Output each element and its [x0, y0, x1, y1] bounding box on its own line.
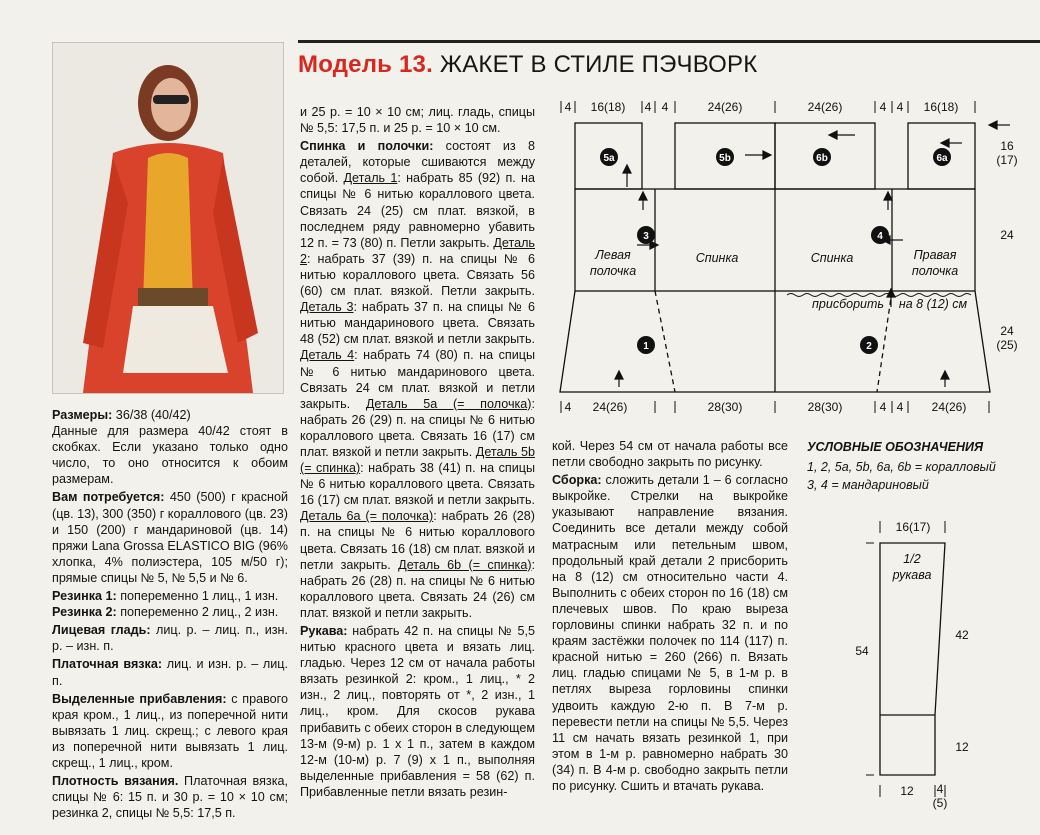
rib2-label: Резинка 2:: [52, 605, 117, 620]
detail-6a-text: : набрать 26 (28) п. на спицы № 6 нитью кораллового цвета. Связать 16 (18) см плат. вязкой и петли закрыть.: [300, 509, 535, 572]
dim-top-4a: 4: [564, 100, 572, 114]
text-column-1: [52, 407, 288, 823]
rib1-paragraph: [52, 588, 288, 620]
sleeve-dim-bottom-5: (5): [932, 796, 948, 810]
label-left-front-2: полочка: [589, 264, 637, 278]
label-gather-amount: на 8 (12) см: [898, 297, 968, 311]
dim-bot-28b: 28(30): [807, 400, 843, 414]
sleeves-label: Рукава:: [300, 624, 348, 638]
dim-top-16a: 16(18): [590, 100, 626, 114]
badge-2: 2: [866, 341, 872, 352]
detail-5a-label: Деталь 5a (= полочка): [365, 396, 532, 411]
detail-5b-text: : набрать 38 (41) п. на спицы № 6 нитью кораллового цвета. Связать 16 (17) см плат. вязкой и петли закрыть.: [300, 461, 536, 508]
detail-6a-label: Деталь 6a (= полочка): [300, 509, 434, 524]
detail-4-label: Деталь 4: [300, 348, 355, 363]
label-back-2: Спинка: [810, 251, 854, 265]
sleeve-label-1: 1/2: [903, 552, 921, 566]
badge-6a: 6a: [936, 153, 948, 164]
garter-paragraph: [52, 656, 288, 688]
detail-2-text: : набрать 37 (39) п. на спицы № 6 нитью кораллового цвета. Связать 56 (60) см плат. вязкой. Петли закрыть.: [300, 251, 535, 299]
dim-side-16: 16: [1000, 139, 1014, 153]
page-title: [298, 51, 757, 79]
dim-top-4d: 4: [879, 100, 887, 114]
detail-4-text: : набрать 74 (80) п. на спицы № 6 нитью мандаринового цвета. Связать 24 см плат. вязкой и петли закрыть.: [300, 348, 535, 411]
detail-5b-label: Деталь 5b (= спинка): [300, 444, 535, 476]
dim-side-24a: 24: [1000, 228, 1014, 242]
label-gather: присборить: [812, 297, 884, 311]
sizes-note: Данные для размера 40/42 стоят в скобках. Если указано только одно число, то оно относится к обоим размерам.: [52, 424, 288, 487]
detail-6b-text: : набрать 26 (28) п. на спицы № 6 нитью кораллового цвета. Связать 24 (26) см плат. вязкой и петли закрыть.: [300, 557, 536, 620]
materials-text: 450 (500) г красной (цв. 13), 300 (350) г кораллового (цв. 23) и 150 (200) г мандариновой (цв. 14) пряжи Lana Grossa ELASTICO BIG (96% хлопка, 4% полиэстера, 105 м/50 г); прямые спицы № 5, № 5,5 и № 6.: [52, 490, 289, 585]
sleeves-paragraph: [300, 623, 535, 800]
title-bar: [298, 40, 1040, 87]
sleeves-continued: кой. Через 54 см от начала работы все петли свободно закрыть по рисунку.: [552, 439, 788, 470]
legend-panel: [795, 440, 1025, 496]
detail-1-text: : набрать 85 (92) п. на спицы № 6 нитью кораллового цвета. Связать 24 (25) см плат. вязкой, в последнем ряду равномерно убавить 12 п. = 73 (80) п. Петли закрыть.: [300, 171, 535, 250]
sizes-paragraph: [52, 407, 288, 487]
detail-3-text: : набрать 37 п. на спицы № 6 нитью мандаринового цвета. Связать 48 (52) см плат. вязкой и петли закрыть.: [300, 300, 535, 347]
detail-2-label: Деталь 2: [300, 235, 535, 266]
materials-paragraph: [52, 489, 288, 586]
label-left-front-1: Левая: [595, 248, 631, 262]
dim-top-4b: 4: [644, 100, 652, 114]
increases-text: с правого края кром., 1 лиц., из поперечной нити вывязать 1 лиц. скрещ.; с левого края из поперечной нити вывязать 1 лиц. скрещ., 1 лиц., кром.: [52, 691, 288, 770]
dim-bot-24b: 24(26): [931, 400, 967, 414]
assembly-text: сложить детали 1 – 6 согласно выкройке. Стрелки на выкройке указывают направление вязания. Соединить все детали между собой матрасным или петельным швом, продольный край детали 2 присборить на 8 (12) см относительно части 4. Выполнить с обеих сторон по 16 (18) см плечевых швов. По краю выреза горловины спинки набрать 32 п. и по краям застёжки полочек по 114 (117) п. красной нитью = 260 (266) п. Вязать лиц. гладью спицами № 5, в 1-м р. в петлях выреза горловины спинки удвоить каждую 2-ю п. В 7-м р. перевести петли на спицы № 5,5. Через 11 см начать вязать резинкой 1, при этом в 1-м р. равномерно набрать 30 (34) п. В 4-м р. свободно закрыть петли по рисунку. Сшить и втачать рукава.: [552, 473, 788, 793]
dim-side-17: (17): [996, 153, 1018, 167]
badge-1: 1: [643, 341, 649, 352]
detail-5a-text: : набрать 26 (29) п. на спицы № 6 нитью кораллового цвета. Связать 16 (17) см плат. вязкой и петли закрыть.: [300, 396, 535, 459]
sleeve-dim-54: 54: [855, 644, 869, 658]
dim-top-24a: 24(26): [707, 100, 743, 114]
detail-1-label: Деталь 1: [343, 171, 398, 186]
badge-4: 4: [877, 231, 883, 242]
sleeve-dim-bottom-4: 4: [936, 782, 944, 796]
garter-text: лиц. и изн. р. – лиц. п.: [52, 657, 288, 688]
badge-5a: 5a: [603, 153, 615, 164]
sizes-value: 36/38 (40/42): [112, 408, 191, 422]
rib1-label: Резинка 1:: [52, 589, 117, 604]
dim-side-25: (25): [996, 338, 1018, 352]
text-column-2: [300, 104, 535, 802]
model-photo: [52, 42, 284, 394]
sleeve-label-2: рукава: [892, 568, 932, 582]
detail-3-label: Деталь 3: [300, 300, 354, 315]
sleeve-schema: [840, 515, 1000, 815]
legend-title: УСЛОВНЫЕ ОБОЗНАЧЕНИЯ: [807, 440, 984, 454]
sleeve-dim-42: 42: [955, 628, 969, 642]
dim-bot-4c: 4: [896, 400, 904, 414]
sizes-label: Размеры:: [52, 408, 113, 422]
dim-top-24b: 24(26): [807, 100, 843, 114]
pieces-text: состоят из 8 деталей, которые сшиваются между собой.: [300, 139, 535, 186]
legend-tangerine: 3, 4 = мандариновый: [807, 478, 929, 492]
gauge-continued: и 25 р. = 10 × 10 см; лиц. гладь, спицы № 5,5: 17,5 п. и 25 р. = 10 × 10 см.: [300, 105, 535, 136]
rib2-text: попеременно 2 лиц., 2 изн.: [116, 605, 279, 620]
label-right-front-1: Правая: [913, 248, 957, 262]
garter-label: Платочная вязка:: [52, 657, 163, 672]
detail-6b-label: Деталь 6b (= спинка): [398, 557, 532, 572]
label-back-1: Спинка: [695, 251, 739, 265]
pieces-label: Спинка и полочки:: [300, 139, 434, 154]
model-number: Модель 13.: [298, 51, 433, 78]
badge-6b: 6b: [816, 153, 828, 164]
assembly-label: Сборка:: [552, 473, 602, 488]
dim-top-4e: 4: [896, 100, 904, 114]
badge-3: 3: [643, 231, 649, 242]
model-name: ЖАКЕТ В СТИЛЕ ПЭЧВОРК: [439, 51, 758, 78]
increases-paragraph: [52, 691, 288, 771]
legend-coral: 1, 2, 5a, 5b, 6a, 6b = коралловый: [807, 460, 996, 474]
dim-bot-24a: 24(26): [592, 400, 628, 414]
dim-side-24b: 24: [1000, 324, 1014, 338]
assembly-paragraph: [552, 472, 788, 794]
label-right-front-2: полочка: [911, 264, 959, 278]
badge-5b: 5b: [719, 153, 731, 164]
stockinette-label: Лицевая гладь:: [52, 623, 151, 638]
gauge-paragraph: [52, 773, 288, 821]
pieces-paragraph: [300, 138, 535, 621]
dim-bot-4a: 4: [564, 400, 572, 414]
gauge-label: Плотность вязания.: [52, 774, 179, 789]
sleeve-dim-bottom-12: 12: [900, 784, 914, 798]
dim-top-16b: 16(18): [923, 100, 959, 114]
materials-label: Вам потребуется:: [52, 490, 165, 505]
gauge-text: Платочная вязка, спицы № 6: 15 п. и 30 р. = 10 × 10 см; резинка 2, спицы № 5,5: 17,5 п.: [52, 774, 288, 821]
rib1-text: попеременно 1 лиц., 1 изн.: [116, 589, 279, 604]
dim-top-4c: 4: [661, 100, 669, 114]
dim-bot-4b: 4: [879, 400, 887, 414]
text-column-3: [552, 438, 788, 796]
increases-label: Выделенные прибавления:: [52, 691, 227, 706]
sleeves-text: набрать 42 п. на спицы № 5,5 нитью красного цвета и вязать лиц. гладью. Через 12 см от начала работы вязать резинкой 2: кром., 1 лиц., * 2 изн., 2 лиц., повторять от *, 2 изн., 1 лиц., кром. Для скосов рукава прибавить с обеих сторон в следующем 13-м (9-м) р. 1 х 1 п., затем в каждом 12-м (10-м) р. 7 (9) х 1 п., выполняя выделенные прибавления = 58 (62) п. Прибавленные петли вязать резин-: [300, 624, 535, 799]
sleeve-dim-12: 12: [955, 740, 969, 754]
sleeve-dim-top: 16(17): [895, 520, 931, 534]
stockinette-text: лиц. р. – лиц. п., изн. р. – изн. п.: [52, 623, 288, 654]
dim-bot-28a: 28(30): [707, 400, 743, 414]
stockinette-paragraph: [52, 622, 288, 654]
body-schema: [555, 95, 1020, 425]
